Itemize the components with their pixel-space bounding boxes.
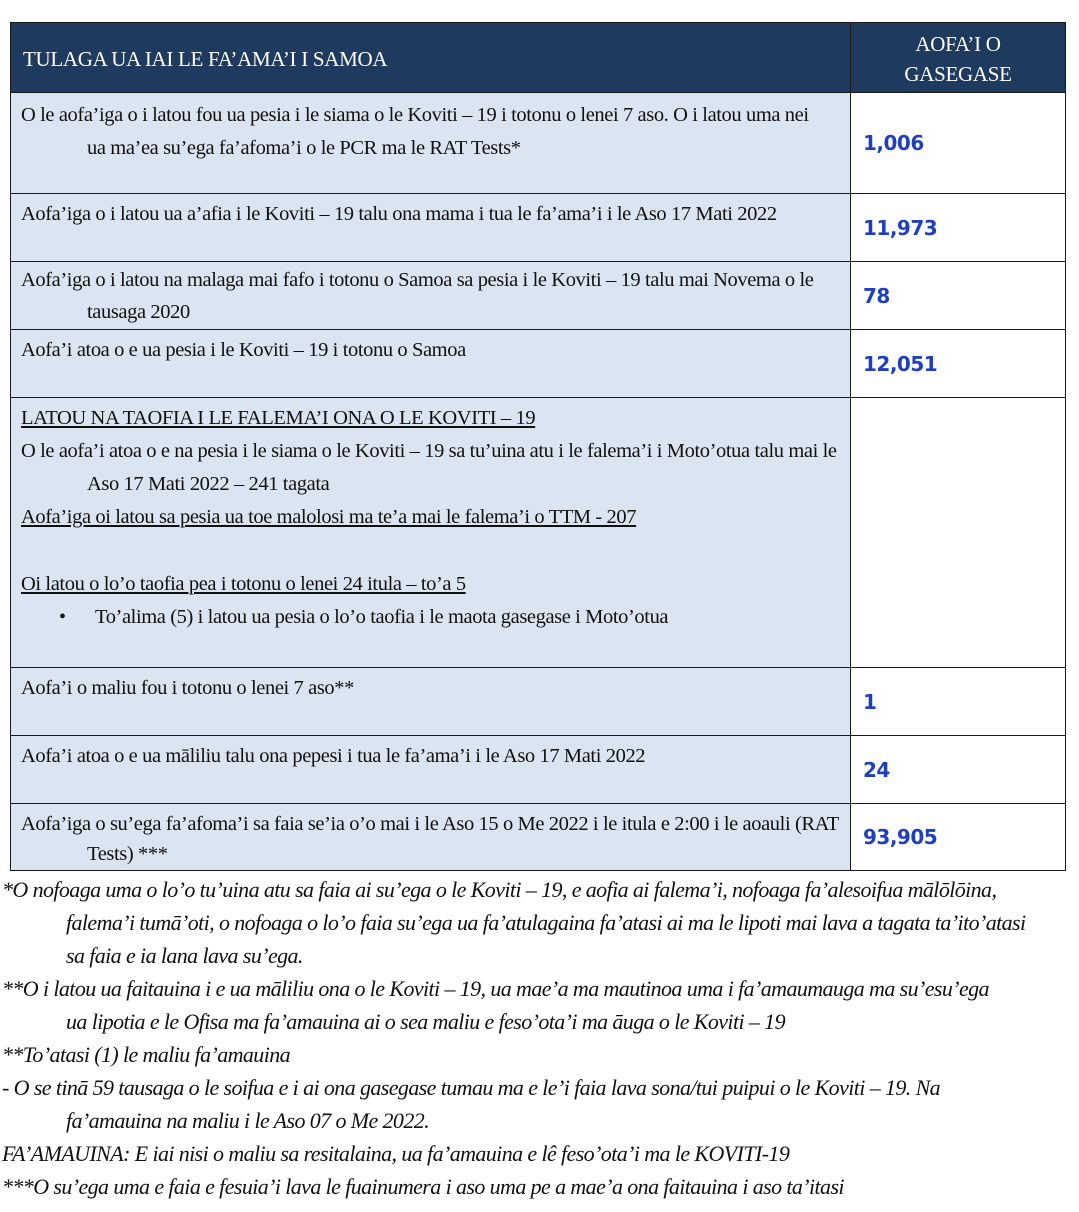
bullet-marker: • xyxy=(59,606,66,628)
hospital-title: LATOU NA TAOFIA I LE FALEMA’I ONA O LE KOVITI – 19 xyxy=(21,407,536,429)
hospital-current-text: Oi latou o lo’o taofia pea i totonu o lenei 24 itula – to’a 5 xyxy=(21,573,466,595)
footnote-text: - O se tinā 59 tausaga o le soifua e i ai ona gasegase tumau ma e le’i faia lava sona/tui puipui o le Koviti – 19. Na xyxy=(2,1075,941,1100)
footnote-text: sa faia e ia lana lava su’ega. xyxy=(66,943,303,968)
header-value-line1: AOFA’I O xyxy=(915,31,1001,56)
row-text: Aofa’i atoa o e ua pesia i le Koviti – 19 i totonu o Samoa xyxy=(21,339,466,361)
row-value: 11,973 xyxy=(851,194,1066,262)
footnote-text: **O i latou ua faitauina i e ua māliliu ona o le Koviti – 19, ua mae’a ma mautinoa uma i fa’amaumauga ma su’esu’ega xyxy=(2,976,989,1001)
header-description: TULAGA UA IAI LE FA’AMA’I I SAMOA xyxy=(11,23,851,93)
row-text: Aofa’iga o i latou ua a’afia i le Koviti – 19 talu ona mama i tua le fa’ama’i i le Aso 17 Mati 2022 xyxy=(21,203,777,225)
table-row xyxy=(11,330,1066,398)
table-header-row xyxy=(11,23,1066,93)
table-row xyxy=(11,194,1066,262)
table-row xyxy=(11,262,1066,330)
row-text: tausaga 2020 xyxy=(87,301,190,323)
footnote-text: fa’amauina na maliu i le Aso 07 o Me 2022. xyxy=(66,1108,430,1133)
table-row xyxy=(11,93,1066,194)
row-value: 93,905 xyxy=(851,804,1066,871)
row-description xyxy=(11,93,851,194)
row-value: 78 xyxy=(851,262,1066,330)
row-text: Aofa’i atoa o e ua māliliu talu ona pepesi i tua le fa’ama’i i le Aso 17 Mati 2022 xyxy=(21,745,646,767)
footnotes xyxy=(2,873,1072,1203)
row-description xyxy=(11,736,851,804)
footnote-text: **To’atasi (1) le maliu fa’amauina xyxy=(2,1042,291,1067)
row-description xyxy=(11,194,851,262)
footnote-text: *O nofoaga uma o lo’o tu’uina atu sa faia ai su’ega o le Koviti – 19, e aofia ai falema’i, nofoaga fa’alesoifua mālōlōina, xyxy=(2,877,997,902)
row-value: 1 xyxy=(851,668,1066,736)
hospital-bullet xyxy=(21,601,842,634)
hospital-text: O le aofa’i atoa o e na pesia i le siama o le Koviti – 19 sa tu’uina atu i le falema’i i Moto’otua talu mai le xyxy=(21,440,837,462)
row-value: 1,006 xyxy=(851,93,1066,194)
row-value: 24 xyxy=(851,736,1066,804)
table-row xyxy=(11,804,1066,871)
footnote-text: FA’AMAUINA: E iai nisi o maliu sa resitalaina, ua fa’amauina e lê feso’ota’i ma le KOVITI-19 xyxy=(2,1141,790,1166)
covid-status-table xyxy=(10,22,1066,871)
hospital-text: Aso 17 Mati 2022 – 241 tagata xyxy=(87,473,330,495)
table-row xyxy=(11,668,1066,736)
row-value xyxy=(851,398,1066,668)
row-text: O le aofa’iga o i latou fou ua pesia i le siama o le Koviti – 19 i totonu o lenei 7 aso. O i latou uma nei xyxy=(21,104,809,126)
hospital-section xyxy=(11,398,851,668)
row-value: 12,051 xyxy=(851,330,1066,398)
row-text: ua ma’ea su’ega fa’afoma’i o le PCR ma le RAT Tests* xyxy=(87,137,521,159)
row-description xyxy=(11,668,851,736)
bullet-text: To’alima (5) i latou ua pesia o lo’o taofia i le maota gasegase i Moto’otua xyxy=(95,606,669,628)
spacer xyxy=(21,534,842,568)
row-text: Aofa’iga o su’ega fa’afoma’i sa faia se’ia o’o mai i le Aso 15 o Me 2022 i le itula e 2:00 i le aoauli (RAT xyxy=(21,813,839,835)
row-description xyxy=(11,262,851,330)
table-row xyxy=(11,736,1066,804)
row-text: Aofa’i o maliu fou i totonu o lenei 7 aso** xyxy=(21,677,354,699)
footnote-text: ***O su’ega uma e faia e fesuia’i lava le fuainumera i aso uma pe a mae’a ona faitauina i aso ta’itasi xyxy=(2,1174,844,1199)
footnote-text: falema’i tumā’oti, o nofoaga o lo’o faia su’ega ua fa’atulagaina fa’atasi ai ma le lipoti mai lava a tagata ta’ito’atasi xyxy=(66,910,1026,935)
header-value-line2: GASEGASE xyxy=(904,61,1012,86)
header-value xyxy=(851,23,1066,93)
hospital-discharged-text: Aofa’iga oi latou sa pesia ua toe malolosi ma te’a mai le falema’i o TTM - 207 xyxy=(21,506,637,528)
row-description xyxy=(11,330,851,398)
row-text: Aofa’iga o i latou na malaga mai fafo i totonu o Samoa sa pesia i le Koviti – 19 talu mai Novema o le xyxy=(21,269,814,291)
footnote-text: ua lipotia e le Ofisa ma fa’amauina ai o sea maliu e feso’ota’i ma āuga o le Koviti – 19 xyxy=(66,1009,785,1034)
hospital-section-row xyxy=(11,398,1066,668)
row-text: Tests) *** xyxy=(87,843,168,865)
row-description xyxy=(11,804,851,871)
